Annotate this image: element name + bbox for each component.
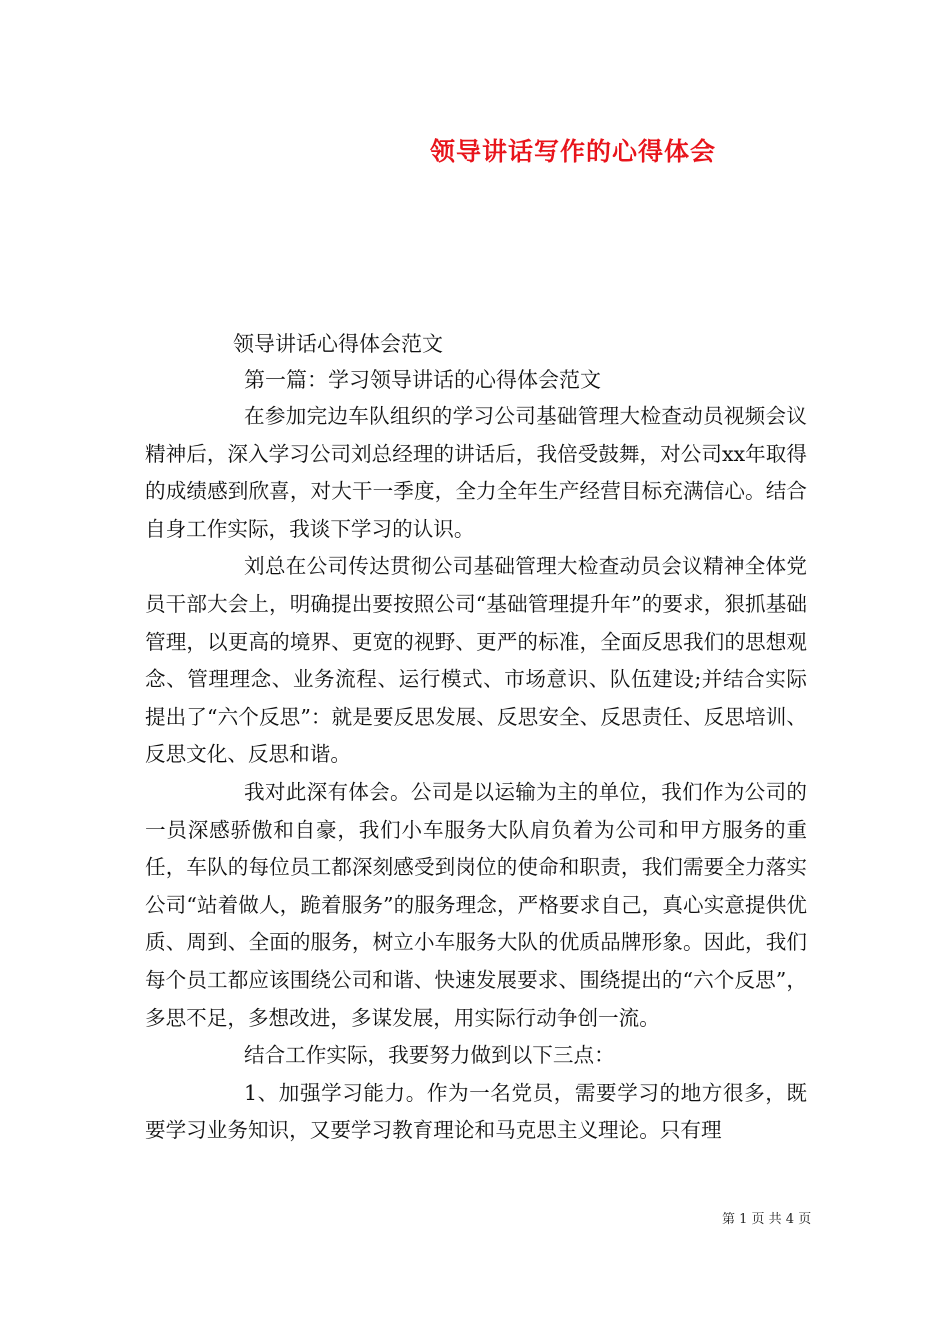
page-number: 第 1 页 共 4 页: [722, 1212, 812, 1227]
paragraph-5: 1、加强学习能力。作为一名党员，需要学习的地方很多，既要学习业务知识，又要学习教育理论和马克思主义理论。只有理: [145, 1080, 807, 1143]
paragraph-1: 在参加完边车队组织的学习公司基础管理大检查动员视频会议精神后，深入学习公司刘总经理的讲话后，我倍受鼓舞，对公司xx年取得的成绩感到欣喜，对大干一季度，全力全年生产经营目标充满信心。结合自身工作实际，我谈下学习的认识。: [145, 404, 807, 541]
paragraph-3: 我对此深有体会。公司是以运输为主的单位，我们作为公司的一员深感骄傲和自豪，我们小车服务大队肩负着为公司和甲方服务的重任，车队的每位员工都深刻感受到岗位的使命和职责，我们需要全力落实公司“站着做人，跪着服务”的服务理念，严格要求自己，真心实意提供优质、周到、全面的服务，树立小车服务大队的优质品牌形象。因此，我们每个员工都应该围绕公司和谐、快速发展要求、围绕提出的“六个反思”，多思不足，多想改进，多谋发展，用实际行动争创一流。: [145, 779, 807, 1030]
document-title: 领导讲话写作的心得体会: [430, 137, 717, 166]
body-text: [145, 398, 807, 1150]
document-subtitle: 领导讲话心得体会范文: [233, 332, 443, 356]
paragraph-2: 刘总在公司传达贯彻公司基础管理大检查动员会议精神全体党员干部大会上，明确提出要按照公司“基础管理提升年”的要求，狠抓基础管理，以更高的境界、更宽的视野、更严的标准，全面反思我们的思想观念、管理理念、业务流程、运行模式、市场意识、队伍建设;并结合实际提出了“六个反思”：就是要反思发展、反思安全、反思责任、反思培训、反思文化、反思和谐。: [145, 554, 807, 767]
paragraph-4: 结合工作实际，我要努力做到以下三点：: [244, 1043, 615, 1068]
section-heading: 第一篇：学习领导讲话的心得体会范文: [244, 368, 601, 392]
